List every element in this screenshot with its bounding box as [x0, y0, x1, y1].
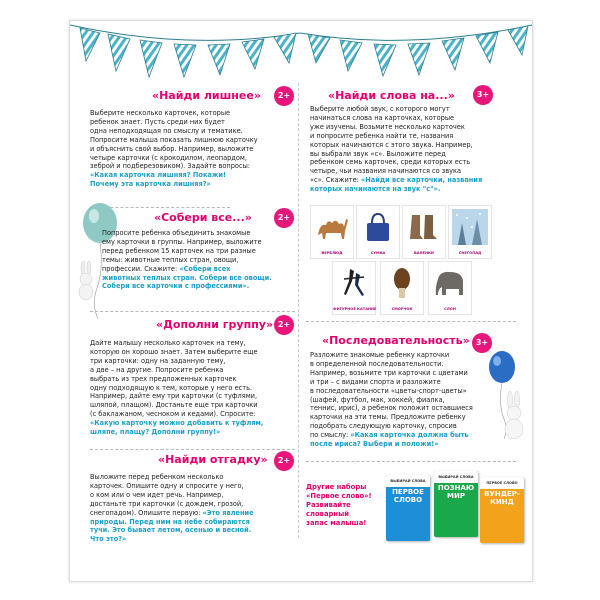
- heading-find-answer: «Найди отгадку»: [158, 453, 268, 466]
- bunting-decoration: [70, 21, 532, 81]
- section-divider: [306, 321, 516, 322]
- heading-sequence: «Последовательность»: [322, 334, 470, 347]
- age-badge: 2+: [274, 208, 294, 228]
- book-title: ПОЗНАЮ МИР: [437, 484, 475, 500]
- question-line: животных теплых стран. Собери все овощи.: [102, 273, 272, 282]
- text-line: о ком или о чем идет речь. Например,: [90, 490, 224, 499]
- text-line: вы выбрали звук «с». Выложите перед: [310, 149, 446, 158]
- text-segment: «с». Скажите:: [310, 176, 359, 185]
- card-label: СНЕГОПАД: [458, 251, 482, 255]
- page: [69, 20, 533, 582]
- text-line: (с баклажаном, чесноком и кедами). Спросите:: [90, 410, 256, 419]
- question-line: природы. Перед ним на небе собираются: [90, 517, 250, 526]
- age-badge: 2+: [274, 451, 294, 471]
- book-series: ВЫБИРАЙ СЛОВА: [386, 475, 430, 487]
- text-line: ребенок знает. Пусть среди них будет: [90, 117, 225, 126]
- text-line: Попросите ребенка объединить знакомые: [102, 229, 251, 237]
- figure-skating-icon: [336, 265, 372, 301]
- card-label: ВАЛЕНКИ: [414, 251, 434, 255]
- text-line: Например, возьмите три карточки с цветами: [310, 368, 468, 377]
- heading-collect-all: «Собери все...»: [154, 211, 252, 224]
- word-card: [356, 205, 400, 259]
- question-line: «Какая карточка лишняя? Покажи!: [90, 171, 227, 180]
- text-line: уже изучены. Возьмите несколько карточек: [310, 122, 465, 131]
- text-line: Выберите несколько карточек, которые: [90, 109, 231, 117]
- heading-complete-group: «Дополни группу»: [156, 318, 274, 331]
- center-divider: [298, 83, 299, 538]
- collect-all-text: [102, 229, 297, 291]
- promo-line: Другие наборы: [306, 483, 367, 491]
- question-line: Что это?»: [90, 535, 127, 544]
- question-line: шляпе, плащу? Дополни группу!»: [90, 428, 221, 437]
- text-line: начинаться слова на карточках, которые: [310, 113, 455, 122]
- text-line: зеброй и подберезовиком). Задайте вопросы:: [90, 162, 250, 171]
- question-segment: «Собери всех: [179, 264, 231, 273]
- text-line: Разложите знакомые ребенку карточки: [310, 351, 450, 359]
- section-divider: [90, 449, 295, 450]
- book-series: ПЕРВОЕ СЛОВО: [480, 477, 524, 489]
- find-extra-text: [90, 109, 295, 189]
- age-badge: 2+: [274, 315, 294, 335]
- promo-line: словарный: [306, 510, 350, 518]
- question-segment: «Какая карточка должна быть: [350, 431, 469, 440]
- promo-line: «Первое слово»!: [306, 492, 372, 500]
- text-line: Выложите перед ребенком несколько: [90, 473, 224, 481]
- word-card: [310, 205, 354, 259]
- question-segment: «Найди все карточки, названия: [360, 176, 483, 185]
- text-segment: по смыслу:: [310, 431, 349, 440]
- text-line: темы: животные теплых стран, овощи,: [102, 255, 239, 264]
- promo-text: [306, 483, 388, 528]
- text-segment: снегопадом). Опишите первую:: [90, 508, 201, 517]
- book-cover: [386, 475, 430, 541]
- text-segment: профессии. Скажите:: [102, 264, 178, 273]
- text-line: в определенной последовательности.: [310, 359, 444, 368]
- bag-icon: [360, 209, 396, 245]
- age-badge: 3+: [473, 85, 493, 105]
- camel-icon: [314, 209, 350, 245]
- book-title: ВУНДЕР-КИНД: [484, 490, 520, 506]
- text-line: четыре, чьи названия начинаются со звука: [310, 167, 462, 176]
- word-card: [428, 261, 472, 315]
- question-segment: «Это явление: [202, 508, 254, 517]
- text-line: [310, 176, 520, 185]
- text-line: четыре карточки (с крокодилом, леопардом,: [90, 153, 247, 162]
- question-line: после ириса? Выбери и положи!»: [310, 440, 439, 449]
- felt-boots-icon: [406, 209, 442, 245]
- bunny-right-icon: [500, 391, 528, 439]
- text-line: теннис, ирис), а ребенок положит оставшиеся: [310, 404, 473, 413]
- card-label: ФИГУРНОЕ КАТАНИЕ: [333, 307, 377, 311]
- complete-group-text: [90, 339, 298, 437]
- text-line: а две – на другие. Попросите ребенка: [90, 365, 224, 374]
- book-cover: [434, 471, 478, 537]
- bunny-left-icon: [76, 261, 96, 301]
- promo-line: Развивайте: [306, 501, 351, 509]
- text-line: Дайте малышу несколько карточек на тему,: [90, 339, 246, 347]
- text-line: и объяснить свой выбор. Например, выложите: [90, 144, 254, 153]
- text-line: которую он хорошо знает. Затем выберите еще: [90, 347, 258, 356]
- text-line: [102, 265, 297, 274]
- text-line: шляпой, плащом). Достаньте еще три карточки: [90, 401, 258, 410]
- text-line: три карточки: одну на заданную тему,: [90, 356, 226, 365]
- snowfall-icon: [452, 209, 488, 245]
- word-card: [332, 261, 376, 315]
- heading-find-words: «Найди слова на...»: [328, 89, 455, 102]
- age-badge: 3+: [472, 333, 492, 353]
- text-line: одну подходящую к тем, которые у него есть.: [90, 383, 253, 392]
- find-answer-text: [90, 473, 298, 544]
- question-line: «Какую карточку можно добавить к туфлям,: [90, 419, 264, 428]
- question-line: Почему эта карточка лишняя?»: [90, 180, 211, 189]
- age-badge: 2+: [274, 86, 294, 106]
- text-line: ребенком семь карточек, среди которых есть: [310, 158, 471, 167]
- text-line: Например, дайте ему три карточки (с туфлями,: [90, 392, 258, 401]
- text-line: [90, 509, 298, 518]
- text-line: ему карточки в группы. Например, выложите: [102, 237, 262, 246]
- find-words-text: [310, 105, 520, 194]
- text-line: перед ребенком 15 карточек на три разные: [102, 246, 256, 255]
- morel-icon: [384, 265, 420, 301]
- text-line: карточек. Опишите одну и спросите у него,: [90, 481, 244, 490]
- card-label: СМОРЧОК: [391, 307, 413, 311]
- section-divider: [90, 311, 295, 312]
- elephant-icon: [432, 265, 468, 301]
- text-line: выбрать из трех предложенных карточек: [90, 374, 237, 383]
- text-line: подобрать следующую карточку, спросив: [310, 422, 457, 431]
- text-line: в последовательности «цветы-спорт-цветы»: [310, 386, 467, 395]
- card-label: СУМКА: [370, 251, 386, 255]
- text-line: карточки на эти темы. Предложите ребенку: [310, 413, 466, 422]
- text-line: одна неподходящая по смыслу и тематике.: [90, 126, 243, 135]
- book-cover: [480, 477, 524, 543]
- book-series: ВЫБИРАЙ СЛОВА: [434, 471, 478, 483]
- text-line: достаньте три карточки (с дождем, грозой,: [90, 499, 244, 508]
- text-line: которых начинаются с этого звука. Например,: [310, 140, 473, 149]
- card-label: СЛОН: [444, 307, 456, 311]
- promo-line: запас малыша!: [306, 519, 367, 527]
- heading-find-extra: «Найди лишнее»: [152, 89, 261, 102]
- text-line: и попросите ребенка найти те, названия: [310, 131, 454, 140]
- book-title: ПЕРВОЕ СЛОВО: [392, 488, 424, 504]
- text-line: (шафей, футбол, мак, хоккей, фиалка,: [310, 395, 445, 404]
- text-line: и три – с видами спорта и разложите: [310, 377, 441, 386]
- word-card: [402, 205, 446, 259]
- question-line: которых начинаются на звук "с"».: [310, 185, 441, 194]
- card-label: ВЕРБЛЮД: [321, 251, 343, 255]
- word-card: [380, 261, 424, 315]
- section-divider: [306, 461, 516, 462]
- word-card: [448, 205, 492, 259]
- text-line: Выберите любой звук, с которого могут: [310, 105, 450, 113]
- text-line: Попросите малыша показать лишнюю карточку: [90, 135, 258, 144]
- question-line: Собери все карточки с профессиями».: [102, 282, 250, 291]
- question-line: тучи. Это бывает летом, осенью и весной.: [90, 526, 252, 535]
